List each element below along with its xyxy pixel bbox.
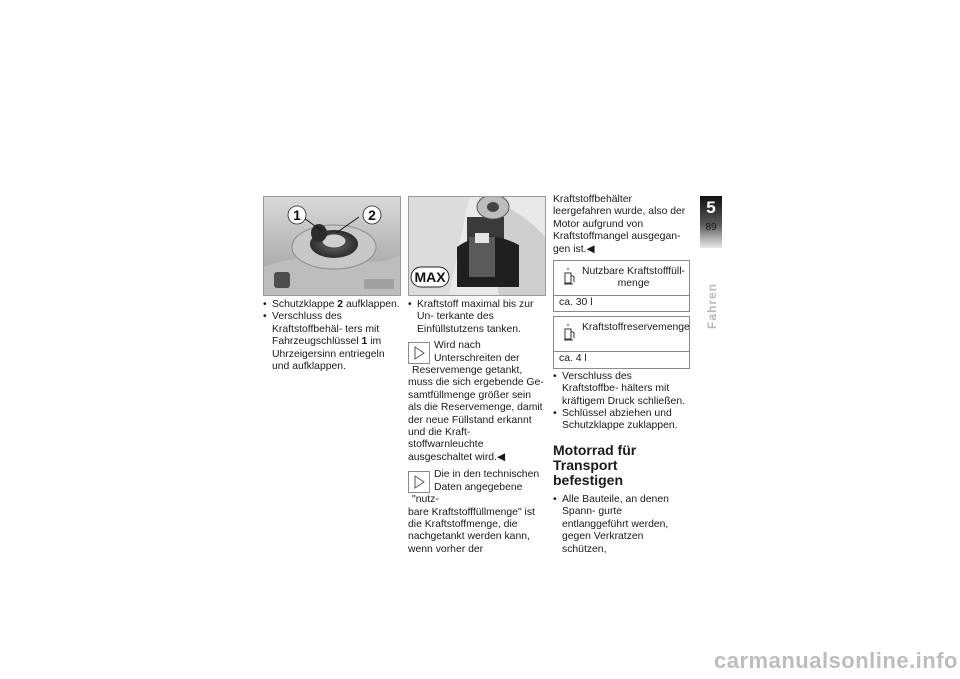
- instruction-list-3: [553, 371, 690, 433]
- fuel-filler-neck-photo: [408, 196, 546, 296]
- callout-2-label: 2: [368, 207, 376, 223]
- callout-1-label: 1: [293, 207, 301, 223]
- list-item: • Schutzklappe 2 aufklappen.: [263, 299, 401, 311]
- column-2: [408, 196, 546, 556]
- instruction-list-1: [263, 299, 401, 373]
- watermark: carmanualsonline.info: [714, 648, 958, 673]
- fuel-pump-icon: [563, 267, 575, 287]
- continued-text: Kraftstoffbehälter leergefahren wurde, also der Motor aufgrund von Kraftstoffmangel ausgegan- gen ist.◀: [553, 194, 686, 255]
- spec-value: ca. 4 l: [559, 353, 587, 365]
- spec-fuel-reserve: [553, 316, 690, 368]
- column-3: [553, 194, 690, 556]
- page-number: 89: [705, 222, 717, 233]
- fuel-pump-icon: [563, 323, 575, 343]
- instruction-list-4: [553, 494, 690, 556]
- play-note-icon: [408, 342, 430, 364]
- column-1: [263, 196, 401, 373]
- list-item: • Alle Bauteile, an denen Spann- gurte entlanggeführt werden, gegen Verkratzen schützen,: [553, 494, 690, 556]
- spec-usable-fuel: [553, 260, 690, 312]
- note-1: Wird nach Unterschreiten der Reservemenge getankt, muss die sich ergebende Ge- samtfüllmenge größer sein als die Reservemenge, damit der neue Füllstand erkannt und die Kraft- stoffwarnleuchte ausgeschaltet wird.◀: [408, 340, 544, 463]
- list-item: • Kraftstoff maximal bis zur Un- terkante des Einfüllstutzens tanken.: [408, 299, 546, 336]
- chapter-tab: [700, 196, 722, 248]
- fuel-cap-photo: [263, 196, 401, 296]
- list-item: • Verschluss des Kraftstoffbe- hälters mit kräftigem Druck schließen.: [553, 371, 690, 408]
- spec-label: Nutzbare Kraftstofffüll- menge: [582, 266, 685, 290]
- chapter-number: 5: [706, 198, 716, 217]
- list-item: • Verschluss des Kraftstoffbehäl- ters mit Fahrzeugschlüssel 1 im Uhrzeigersinn entriegeln und aufklappen.: [263, 311, 401, 373]
- instruction-list-2: [408, 299, 546, 336]
- section-heading: Motorrad für Transport befestigen: [553, 441, 637, 488]
- chapter-title: Fahren: [705, 283, 719, 330]
- note-2: Die in den technischen Daten angegebene "nutz- bare Kraftstofffüllmenge" ist die Kraftstoffmenge, die nachgetankt werden kann, wenn vorher der: [408, 469, 540, 555]
- spec-label: Kraftstoffreservemenge: [582, 322, 690, 334]
- list-item: • Schlüssel abziehen und Schutzklappe zuklappen.: [553, 408, 690, 433]
- max-label: MAX: [414, 269, 446, 285]
- spec-value: ca. 30 l: [559, 297, 593, 309]
- play-note-icon: [408, 471, 430, 493]
